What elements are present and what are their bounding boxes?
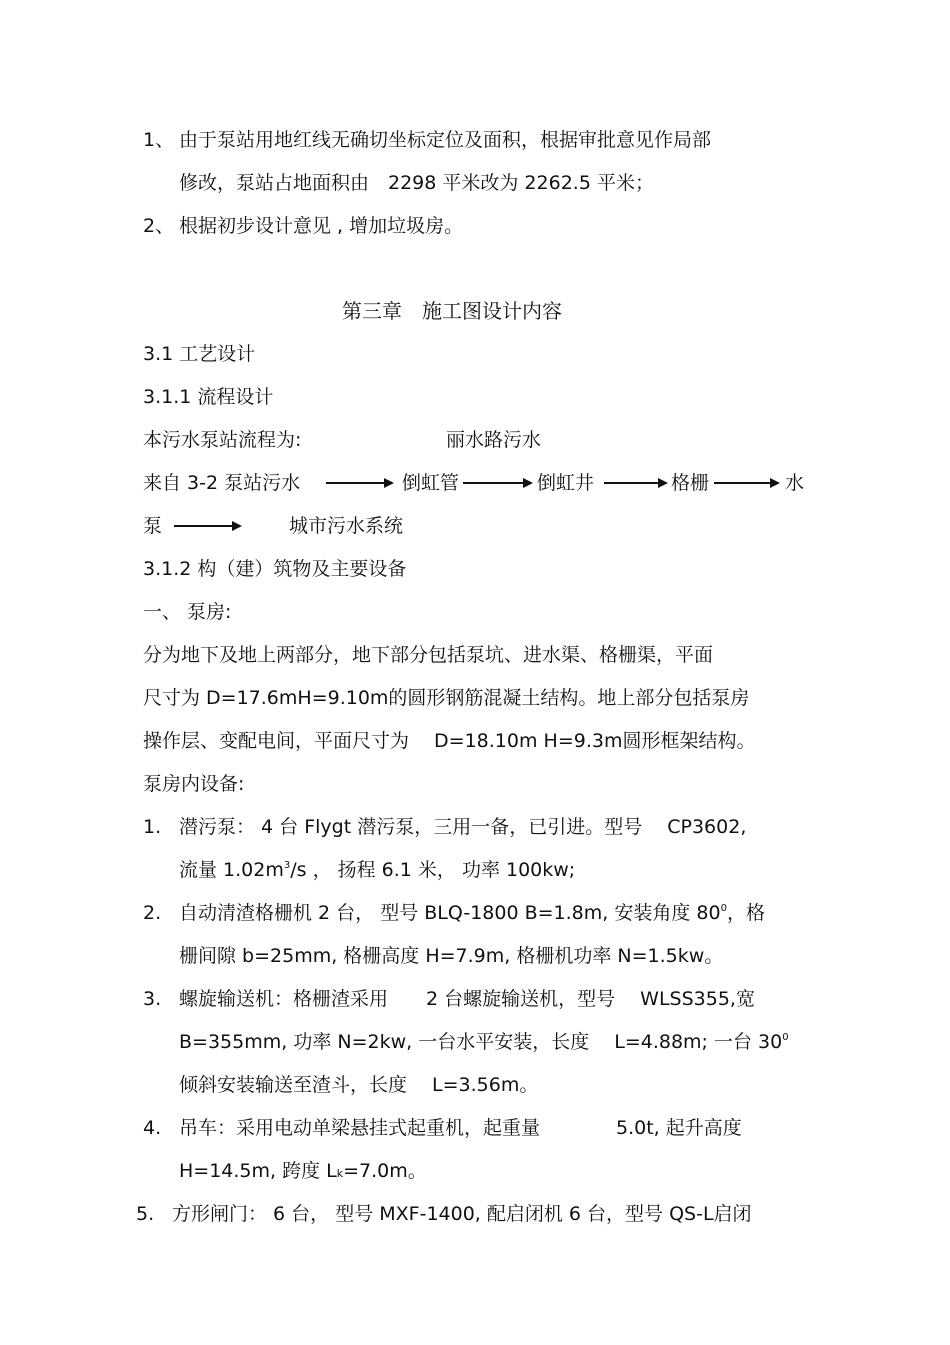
equipment-3-line-3: 倾斜安装输送至渣斗，长度 L=3.56m。 bbox=[179, 1074, 539, 1096]
equipment-1-line-1: 潜污泵： 4 台 Flygt 潜污泵，三用一备，已引进。型号 CP3602, bbox=[179, 816, 747, 838]
flow-step-siphon-well: 倒虹井 bbox=[537, 472, 595, 494]
equipment-1-line-2: 流量 $1.02m^3/s$ ， 扬程 6.1 米， 功率 100kw; bbox=[179, 859, 576, 881]
pump-house-paragraph-line-2: 尺寸为 D=17.6mH=9.10m的圆形钢筋混凝土结构。地上部分包括泵房 bbox=[143, 687, 750, 709]
flow-source: 来自 3-2 泵站污水 bbox=[143, 472, 301, 494]
equipment-5-number: 5. bbox=[136, 1203, 155, 1225]
equipment-4-line-2: H=14.5m, 跨度 Lk=7.0m。 bbox=[179, 1160, 427, 1182]
pump-house-paragraph-line-1: 分为地下及地上两部分，地下部分包括泵坑、进水渠、格栅渠，平面 bbox=[143, 644, 714, 666]
flow-step-screen: 格栅 bbox=[671, 472, 710, 494]
section-3-1-heading: 3.1 工艺设计 bbox=[143, 343, 256, 365]
equipment-5-line-1: 方形闸门： 6 台， 型号 MXF-1400, 配启闭机 6 台，型号 QS-L启闭 bbox=[172, 1203, 752, 1225]
flow-end: 城市污水系统 bbox=[289, 515, 404, 537]
flow-arrow-5 bbox=[174, 525, 240, 527]
section-3-1-1-heading: 3.1.1 流程设计 bbox=[143, 386, 274, 408]
flow-arrow-1 bbox=[326, 482, 392, 484]
pump-house-paragraph-line-3: 操作层、变配电间，平面尺寸为 D=18.10m H=9.3m圆形框架结构。 bbox=[143, 730, 756, 752]
flow-step-inverted-siphon: 倒虹管 bbox=[402, 472, 460, 494]
equipment-2-number: 2. bbox=[143, 902, 162, 924]
flow-step-pump-part-1: 水 bbox=[785, 472, 805, 494]
flow-arrow-3 bbox=[604, 482, 666, 484]
change-item-2-number: 2、 bbox=[143, 215, 175, 237]
flow-intro: 本污水泵站流程为: bbox=[143, 429, 302, 451]
change-item-1-line-1: 由于泵站用地红线无确切坐标定位及面积，根据审批意见作局部 bbox=[179, 129, 712, 151]
equipment-3-line-2: B=355mm, 功率 N=2kw, 一台水平安装，长度 L=4.88m; 一台 $30^0$ bbox=[179, 1031, 789, 1053]
equipment-heading: 泵房内设备: bbox=[143, 773, 245, 795]
equipment-2-line-1: 自动清渣格栅机 2 台， 型号 BLQ-1800 B=1.8m, 安装角度 $80^0$，格 bbox=[179, 902, 765, 924]
pump-house-heading: 一、 泵房: bbox=[143, 601, 232, 623]
equipment-4-line-1: 吊车：采用电动单梁悬挂式起重机，起重量 5.0t, 起升高度 bbox=[179, 1117, 742, 1139]
equipment-1-number: 1. bbox=[143, 816, 162, 838]
change-item-1-number: 1、 bbox=[143, 129, 175, 151]
change-item-2-text: 根据初步设计意见 , 增加垃圾房。 bbox=[179, 215, 464, 237]
change-item-1-line-2: 修改，泵站占地面积由 2298 平米改为 2262.5 平米； bbox=[179, 172, 654, 194]
equipment-3-number: 3. bbox=[143, 988, 162, 1010]
equipment-4-number: 4. bbox=[143, 1117, 162, 1139]
chapter-title: 第三章 施工图设计内容 bbox=[342, 299, 562, 323]
flow-step-pump-part-2: 泵 bbox=[143, 515, 163, 537]
equipment-3-line-1: 螺旋输送机：格栅渣采用 2 台螺旋输送机，型号 WLSS355,宽 bbox=[179, 988, 755, 1010]
equipment-2-line-2: 栅间隙 b=25mm, 格栅高度 H=7.9m, 格栅机功率 N=1.5kw。 bbox=[179, 945, 724, 967]
flow-branch-source: 丽水路污水 bbox=[446, 429, 542, 451]
section-3-1-2-heading: 3.1.2 构（建）筑物及主要设备 bbox=[143, 558, 407, 580]
flow-arrow-2 bbox=[463, 482, 531, 484]
flow-arrow-4 bbox=[714, 482, 778, 484]
